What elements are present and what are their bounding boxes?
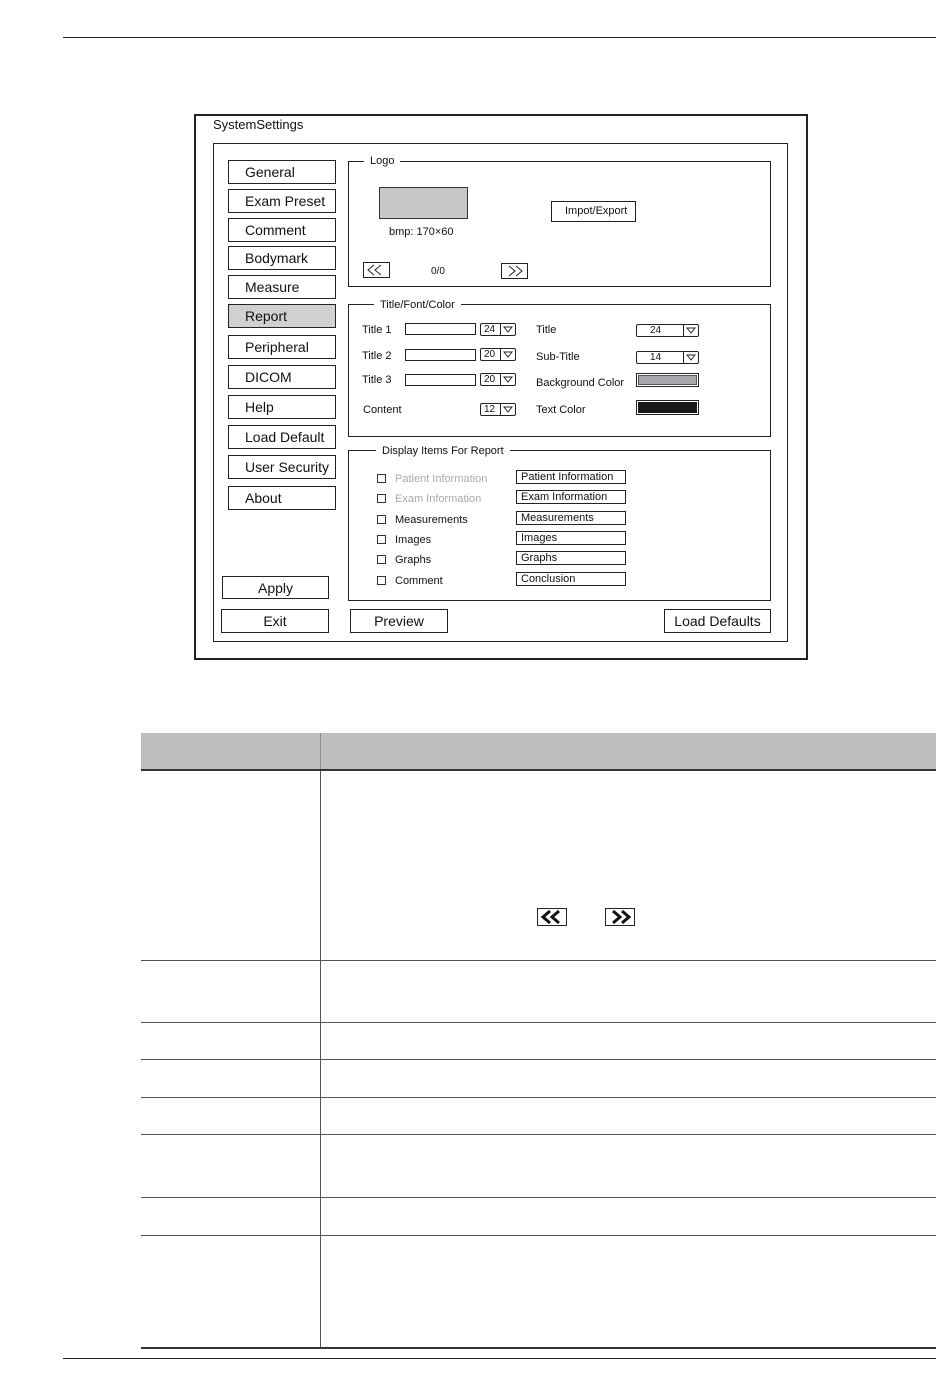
title-size-select[interactable]: [636, 324, 699, 337]
sidebar-item-dicom[interactable]: DICOM: [228, 365, 336, 389]
display-item-checkbox[interactable]: [377, 494, 386, 503]
display-item-title-field[interactable]: Patient Information: [516, 470, 626, 484]
subtitle-size-select[interactable]: [636, 351, 699, 364]
title2-input[interactable]: [405, 349, 476, 361]
table-prev-icon-box: [537, 908, 567, 926]
table-cell: [321, 960, 937, 1022]
logo-preview: [379, 187, 468, 219]
table-cell: [141, 1235, 321, 1348]
table-cell: [321, 1022, 937, 1059]
subtitle-size-arrow: [683, 352, 698, 363]
display-item-title-field[interactable]: Conclusion: [516, 572, 626, 586]
title-label: Title: [536, 324, 557, 336]
content-label: Content: [363, 404, 402, 416]
table-row: [141, 1097, 936, 1134]
double-chevron-right-icon: [606, 909, 634, 925]
title1-size-arrow: [500, 324, 515, 335]
title3-input[interactable]: [405, 374, 476, 386]
display-item-label: Graphs: [395, 554, 432, 566]
logo-next-button[interactable]: [501, 263, 528, 279]
display-items-legend: Display Items For Report: [376, 445, 510, 457]
content-size-value: 12: [484, 404, 496, 415]
sidebar-item-exam-preset[interactable]: Exam Preset: [228, 189, 336, 213]
page-bottom-rule: [63, 1358, 936, 1359]
triangle-down-icon: [686, 354, 696, 361]
sidebar-item-bodymark[interactable]: Bodymark: [228, 246, 336, 270]
triangle-down-icon: [686, 327, 696, 334]
table-row: [141, 1134, 936, 1197]
sidebar-item-peripheral[interactable]: Peripheral: [228, 335, 336, 359]
exit-button[interactable]: Exit: [221, 609, 329, 633]
title-size-arrow: [683, 325, 698, 336]
table-cell: [141, 1134, 321, 1197]
display-item-label: Measurements: [395, 514, 468, 526]
page-top-rule: [63, 37, 936, 38]
display-item-checkbox[interactable]: [377, 474, 386, 483]
import-export-button[interactable]: Impot/Export: [551, 201, 636, 222]
table-row: [141, 1022, 936, 1059]
table-header-cell: [141, 733, 321, 770]
sidebar-item-measure[interactable]: Measure: [228, 275, 336, 299]
table-cell: [321, 1197, 937, 1235]
double-chevron-right-icon: [502, 264, 527, 278]
table-row: [141, 770, 936, 960]
title1-input[interactable]: [405, 323, 476, 335]
table-cell: [141, 1022, 321, 1059]
title-font-color-legend: Title/Font/Color: [374, 299, 461, 311]
title2-label: Title 2: [362, 350, 392, 362]
apply-button[interactable]: Apply: [222, 576, 329, 599]
text-color-label: Text Color: [536, 404, 586, 416]
display-item-title-field[interactable]: Images: [516, 531, 626, 545]
sidebar-item-about[interactable]: About: [228, 486, 336, 510]
display-item-label: Images: [395, 534, 432, 546]
sidebar-item-help[interactable]: Help: [228, 395, 336, 419]
background-color-fill: [638, 375, 697, 385]
table-header-row: [141, 733, 936, 770]
background-color-swatch[interactable]: [636, 373, 699, 387]
title2-size-select[interactable]: [480, 348, 516, 361]
table-cell: [321, 1235, 937, 1348]
table-cell: [141, 770, 321, 960]
table-cell: [321, 1134, 937, 1197]
double-chevron-left-icon: [538, 909, 566, 925]
title3-size-value: 20: [484, 374, 496, 385]
text-color-swatch[interactable]: [636, 400, 699, 415]
triangle-down-icon: [503, 406, 513, 413]
table-row: [141, 1197, 936, 1235]
subtitle-label: Sub-Title: [536, 351, 580, 363]
logo-size-label: bmp: 170×60: [389, 226, 454, 238]
title3-size-arrow: [500, 374, 515, 385]
background-color-label: Background Color: [536, 377, 625, 389]
logo-page-counter: 0/0: [431, 266, 445, 277]
triangle-down-icon: [503, 376, 513, 383]
table-cell: [321, 1097, 937, 1134]
double-chevron-left-icon: [364, 263, 389, 277]
title1-size-value: 24: [484, 324, 496, 335]
sidebar-item-general[interactable]: General: [228, 160, 336, 184]
table-cell: [141, 960, 321, 1022]
display-item-checkbox[interactable]: [377, 515, 386, 524]
logo-prev-button[interactable]: [363, 262, 390, 278]
title3-label: Title 3: [362, 374, 392, 386]
table-next-icon-box: [605, 908, 635, 926]
display-item-title-field[interactable]: Measurements: [516, 511, 626, 525]
sidebar-item-report[interactable]: Report: [228, 304, 336, 328]
logo-group: [348, 161, 771, 287]
display-item-checkbox[interactable]: [377, 555, 386, 564]
display-item-label: Exam Information: [395, 493, 482, 505]
title1-size-select[interactable]: [480, 323, 516, 336]
subtitle-size-value: 14: [650, 352, 662, 363]
title1-label: Title 1: [362, 324, 392, 336]
title2-size-value: 20: [484, 349, 496, 360]
content-size-arrow: [500, 404, 515, 415]
display-item-label: Patient Information: [395, 473, 488, 485]
sidebar-item-comment[interactable]: Comment: [228, 218, 336, 242]
text-color-fill: [638, 402, 697, 413]
sidebar-item-load-default[interactable]: Load Default: [228, 425, 336, 449]
table-cell: [321, 770, 937, 960]
triangle-down-icon: [503, 351, 513, 358]
display-item-label: Comment: [395, 575, 443, 587]
table-row: [141, 1059, 936, 1097]
description-table: [141, 733, 936, 1349]
preview-button[interactable]: Preview: [350, 609, 448, 633]
table-row: [141, 1235, 936, 1348]
display-item-checkbox[interactable]: [377, 535, 386, 544]
display-item-title-field[interactable]: Exam Information: [516, 490, 626, 504]
sidebar-item-user-security[interactable]: User Security: [228, 455, 336, 479]
content-size-select[interactable]: [480, 403, 516, 416]
table-row: [141, 960, 936, 1022]
title2-size-arrow: [500, 349, 515, 360]
display-item-title-field[interactable]: Graphs: [516, 551, 626, 565]
triangle-down-icon: [503, 326, 513, 333]
table-header-cell: [321, 733, 937, 770]
table-cell: [141, 1197, 321, 1235]
title3-size-select[interactable]: [480, 373, 516, 386]
table-cell: [141, 1097, 321, 1134]
logo-legend: Logo: [364, 155, 400, 167]
table-cell: [321, 1059, 937, 1097]
load-defaults-button[interactable]: Load Defaults: [664, 609, 771, 633]
display-item-checkbox[interactable]: [377, 576, 386, 585]
title-size-value: 24: [650, 325, 662, 336]
table-cell: [141, 1059, 321, 1097]
window-title: SystemSettings: [213, 117, 304, 132]
